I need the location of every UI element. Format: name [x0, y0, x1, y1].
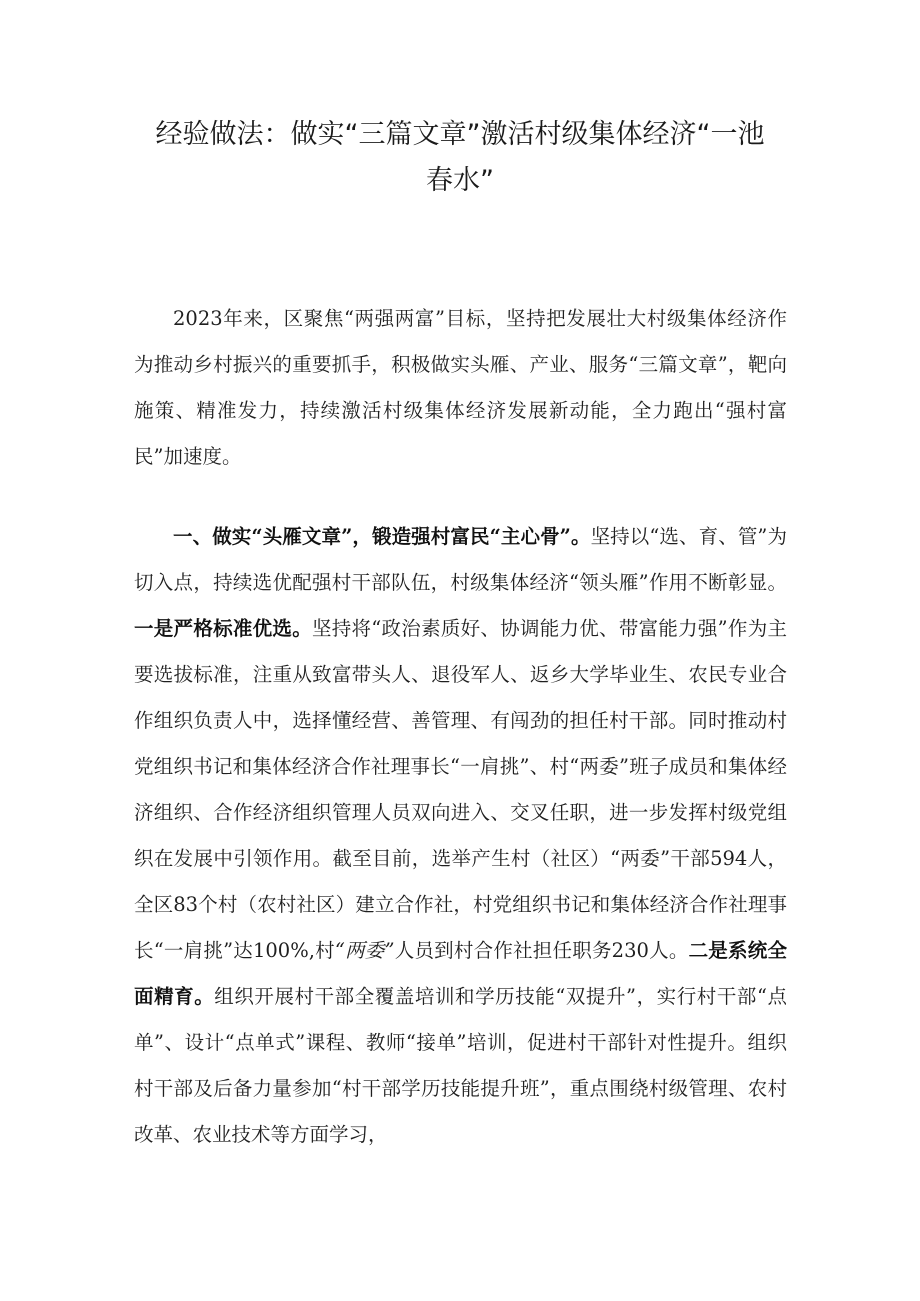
document-title: 经验做法：做实“三篇文章”激活村级集体经济“一池春水” [155, 119, 765, 196]
paragraph-section-one-text [134, 514, 787, 1158]
section-one-heading: 一、做实“头雁文章”，锻造强村富民“主心骨”。 [173, 525, 591, 548]
section-one-intro-text: 坚持以“选、育、管”为切入点，持续选优配强村干部队伍，村级集体经济“领头雁”作用不断彰显。 [134, 525, 787, 594]
italic-two-committees: “两委” [334, 939, 395, 962]
subsection-one-text: 坚持将“政治素质好、协调能力优、带富能力强”作为主要选拔标准，注重从致富带头人、退役军人、返乡大学毕业生、农民专业合作组织负责人中，选择懂经营、善管理、有闯劲的担任村干部。同时推动村党组织书记和集体经济合作社理事长“一肩挑”、村“两委”班子成员和集体经济组织、合作经济组织管理人员双向进入、交叉任职，进一步发挥村级党组织在发展中引领作用。截至目前，选举产生村（社区）“两委”干部594人，全区83个村（农村社区）建立合作社，村党组织书记和集体经济合作社理事长“一肩挑”达100%,村 [134, 617, 787, 962]
subsection-one-heading: 一是严格标准优选。 [134, 617, 312, 640]
subsection-two-heading: 二是系统全面精育。 [134, 939, 787, 1008]
subsection-two-text: 组织开展村干部全覆盖培训和学历技能“双提升”，实行村干部“点单”、设计“点单式”课程、教师“接单”培训，促进村干部针对性提升。组织村干部及后备力量参加“村干部学历技能提升班”，重点围绕村级管理、农村改革、农业技术等方面学习， [134, 985, 787, 1146]
paragraph-section-one [134, 514, 787, 1158]
paragraph-intro [134, 296, 787, 480]
subsection-one-text-end: 人员到村合作社担任职务230人。 [394, 939, 689, 962]
paragraph-intro-text: 2023年来，区聚焦“两强两富”目标，坚持把发展壮大村级集体经济作为推动乡村振兴的重要抓手，积极做实头雁、产业、服务“三篇文章”，靶向施策、精准发力，持续激活村级集体经济发展新动能，全力跑出“强村富民”加速度。 [134, 307, 787, 468]
